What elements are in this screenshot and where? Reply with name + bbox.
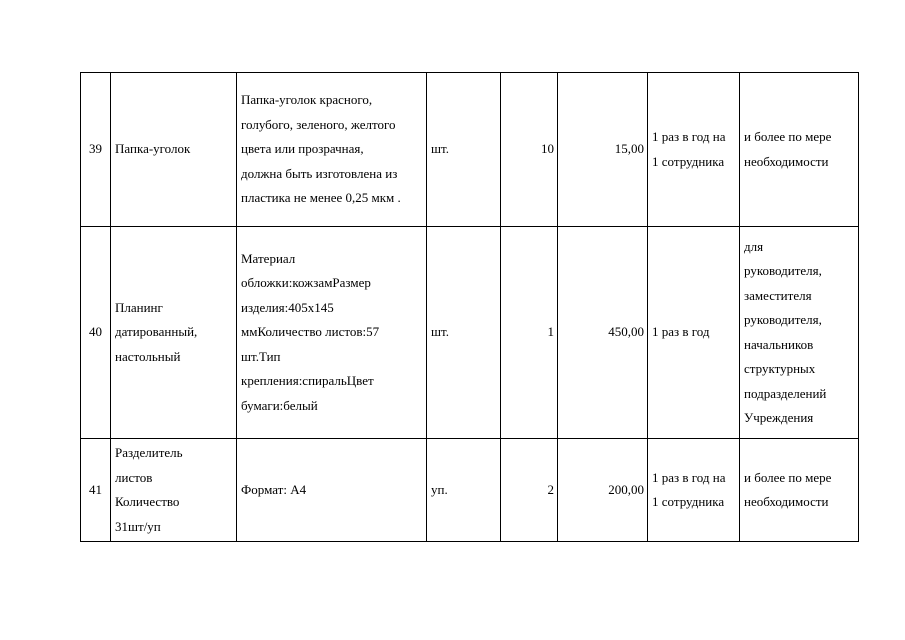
item-description: Формат: А4 — [237, 439, 427, 542]
row-number: 39 — [81, 73, 111, 227]
item-name: Планинг датированный, настольный — [111, 227, 237, 439]
item-frequency: 1 раз в год — [648, 227, 740, 439]
item-frequency: 1 раз в год на 1 сотрудника — [648, 439, 740, 542]
item-quantity: 10 — [501, 73, 558, 227]
item-quantity: 2 — [501, 439, 558, 542]
item-unit: шт. — [427, 227, 501, 439]
item-frequency: 1 раз в год на 1 сотрудника — [648, 73, 740, 227]
item-description: Папка-уголок красного, голубого, зеленого, желтого цвета или прозрачная, должна быть изготовлена из пластика не менее 0,25 мкм . — [237, 73, 427, 227]
item-price: 450,00 — [558, 227, 648, 439]
item-price: 15,00 — [558, 73, 648, 227]
item-category: и более по мере необходимости — [740, 73, 859, 227]
row-number: 40 — [81, 227, 111, 439]
row-number: 41 — [81, 439, 111, 542]
item-price: 200,00 — [558, 439, 648, 542]
supplies-table — [80, 72, 859, 542]
item-unit: уп. — [427, 439, 501, 542]
table-row — [81, 73, 859, 227]
item-name: Разделитель листов Количество 31шт/уп — [111, 439, 237, 542]
item-category: для руководителя, заместителя руководителя, начальников структурных подразделений Учреждения — [740, 227, 859, 439]
table-row — [81, 227, 859, 439]
item-unit: шт. — [427, 73, 501, 227]
item-name: Папка-уголок — [111, 73, 237, 227]
item-category: и более по мере необходимости — [740, 439, 859, 542]
table-row — [81, 439, 859, 542]
item-quantity: 1 — [501, 227, 558, 439]
item-description: Материал обложки:кожзамРазмер изделия:405х145 ммКоличество листов:57 шт.Тип крепления:спиральЦвет бумаги:белый — [237, 227, 427, 439]
